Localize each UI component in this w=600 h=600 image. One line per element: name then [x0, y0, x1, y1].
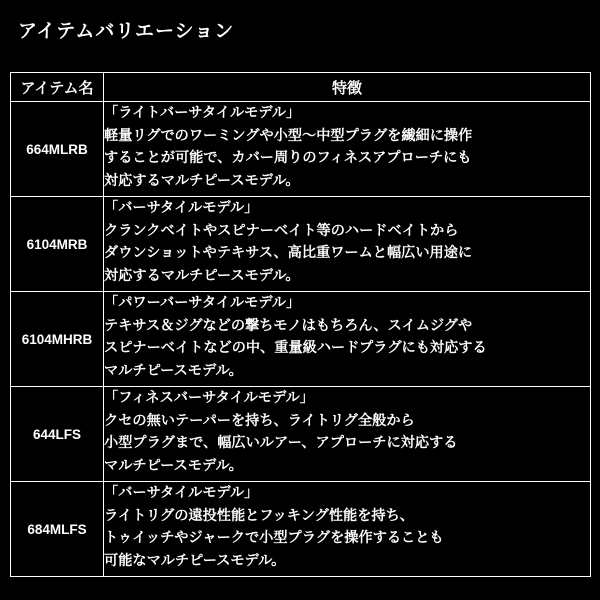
item-name-cell: 6104MHRB — [11, 292, 104, 387]
feature-cell — [104, 292, 591, 387]
feature-line: ライトリグの遠投性能とフッキング性能を持ち、 — [104, 507, 414, 524]
item-variation-table — [10, 72, 591, 577]
feature-line: 「パワーバーサタイルモデル」 — [104, 295, 301, 311]
feature-line: 小型プラグまで、幅広いルアー、アプローチに対応する — [104, 435, 458, 451]
table-row — [11, 197, 591, 292]
feature-line: 対応するマルチピースモデル。 — [104, 172, 300, 189]
feature-line: ダウンショットやテキサス、高比重ワームと幅広い用途に — [104, 245, 473, 261]
feature-line: 「バーサタイルモデル」 — [104, 200, 259, 216]
item-name-cell: 6104MRB — [11, 197, 104, 292]
item-name-cell: 644LFS — [11, 387, 104, 482]
feature-header: 特徴 — [104, 73, 591, 102]
feature-line: クセの無いテーパーを持ち、ライトリグ全般から — [104, 412, 415, 429]
feature-line: スピナーベイトなどの中、重量級ハードプラグにも対応する — [104, 340, 487, 356]
item-name-cell: 664MLRB — [11, 102, 104, 197]
feature-line: 軽量リグでのワーミングや小型〜中型プラグを繊細に操作 — [104, 127, 473, 144]
feature-line: テキサス＆ジグなどの撃ちモノはもちろん、スイムジグや — [104, 317, 473, 334]
feature-cell — [104, 482, 591, 577]
item-name-header: アイテム名 — [11, 73, 104, 102]
feature-cell — [104, 197, 591, 292]
table-row — [11, 292, 591, 387]
feature-cell — [104, 102, 591, 197]
item-name-cell: 684MLFS — [11, 482, 104, 577]
table-row — [11, 482, 591, 577]
feature-line: 可能なマルチピースモデル。 — [104, 552, 286, 569]
feature-line: 「バーサタイルモデル」 — [104, 485, 259, 501]
feature-line: トゥイッチやジャークで小型プラグを操作することも — [104, 530, 444, 546]
feature-line: 「ライトバーサタイルモデル」 — [104, 105, 301, 121]
page-title: アイテムバリエーション — [18, 20, 235, 42]
feature-line: クランクベイトやスピナーベイト等のハードベイトから — [104, 222, 459, 239]
feature-line: 対応するマルチピースモデル。 — [104, 267, 300, 284]
table-header-row — [11, 73, 591, 102]
table-row — [11, 102, 591, 197]
table-row — [11, 387, 591, 482]
feature-line: マルチピースモデル。 — [104, 457, 243, 474]
feature-cell — [104, 387, 591, 482]
feature-line: することが可能で、カバー周りのフィネスアプローチにも — [104, 150, 472, 166]
feature-line: 「フィネスバーサタイルモデル」 — [104, 390, 314, 406]
feature-line: マルチピースモデル。 — [104, 362, 243, 379]
